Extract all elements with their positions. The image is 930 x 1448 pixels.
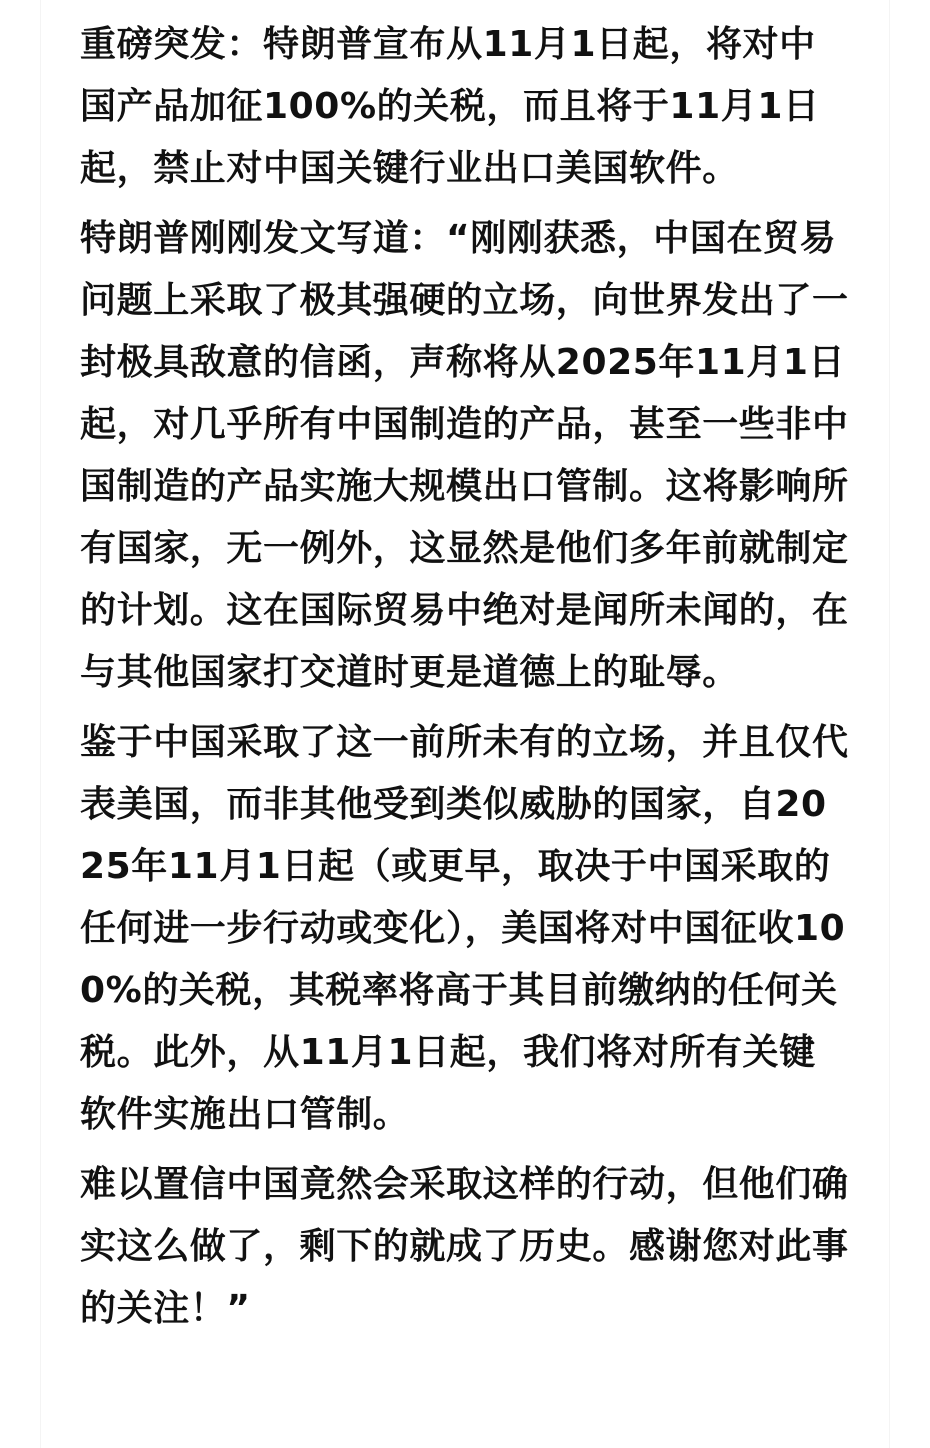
paragraph-1: 重磅突发：特朗普宣布从11月1日起，将对中国产品加征100%的关税，而且将于11月1日起，禁止对中国关键行业出口美国软件。 <box>80 24 820 189</box>
article-body <box>80 14 850 1348</box>
paragraph-3: 鉴于中国采取了这一前所未有的立场，并且仅代表美国，而非其他受到类似威胁的国家，自2025年11月1日起（或更早，取决于中国采取的任何进一步行动或变化），美国将对中国征收100%的关税，其税率将高于其目前缴纳的任何关税。此外，从11月1日起，我们将对所有关键软件实施出口管制。 <box>80 722 849 1135</box>
paragraph-2: 特朗普刚刚发文写道：“刚刚获悉，中国在贸易问题上采取了极其强硬的立场，向世界发出了一封极具敌意的信函，声称将从2025年11月1日起，对几乎所有中国制造的产品，甚至一些非中国制造的产品实施大规模出口管制。这将影响所有国家，无一例外，这显然是他们多年前就制定的计划。这在国际贸易中绝对是闻所未闻的，在与其他国家打交道时更是道德上的耻辱。 <box>80 218 849 693</box>
paragraph-4: 难以置信中国竟然会采取这样的行动，但他们确实这么做了，剩下的就成了历史。感谢您对此事的关注！” <box>80 1164 849 1329</box>
document-page <box>40 0 890 1448</box>
